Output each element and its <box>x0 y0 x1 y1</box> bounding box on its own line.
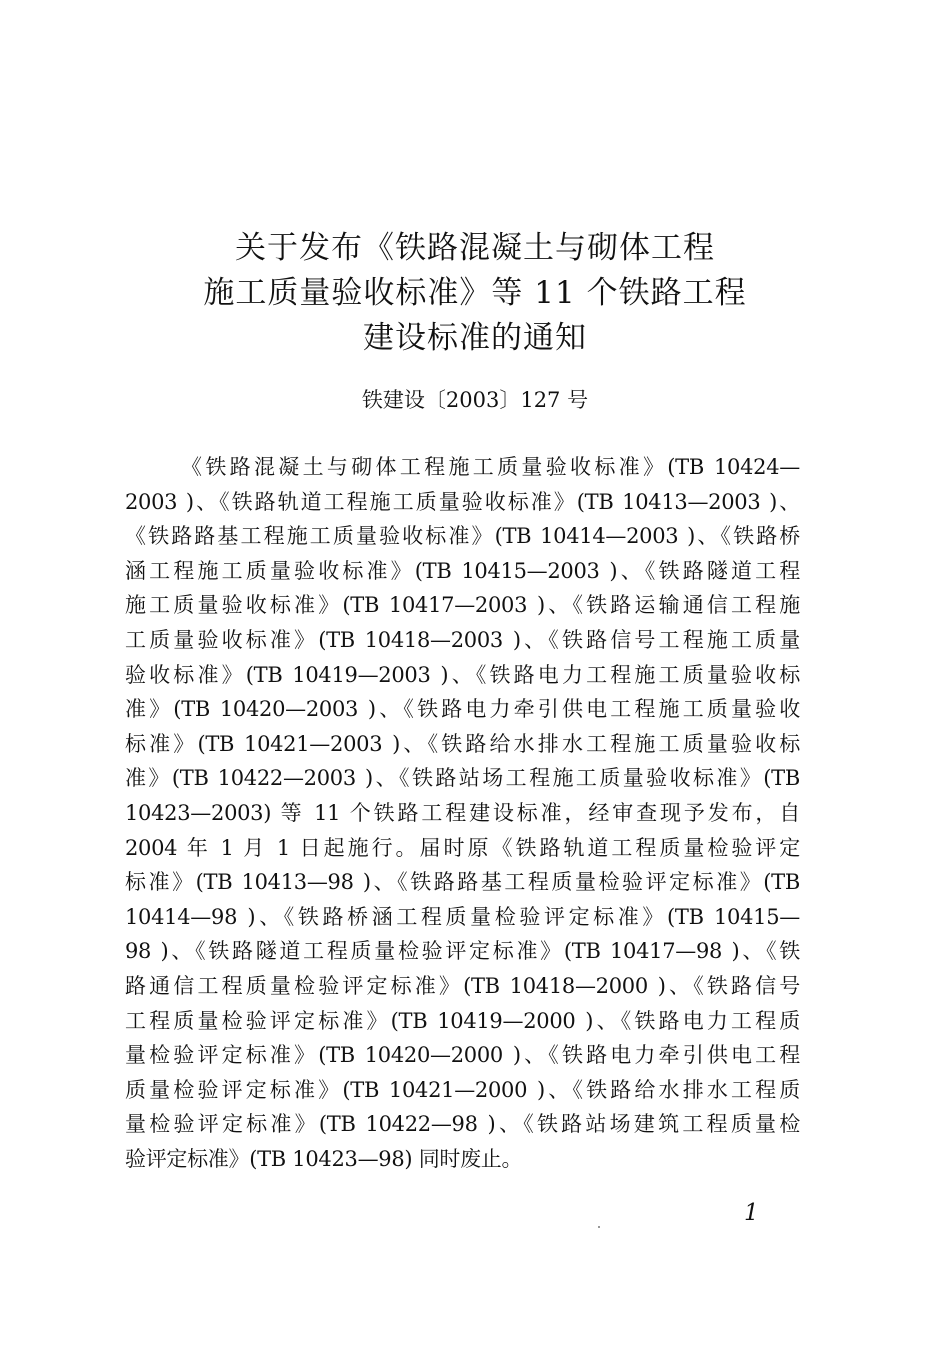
body-line: 量检验评定标准》(TB 10420—2000 )、《铁路电力牵引供电工程 <box>125 1043 800 1068</box>
body-line: 准》(TB 10420—2003 )、《铁路电力牵引供电工程施工质量验收 <box>125 697 800 722</box>
body-line: 准》(TB 10422—2003 )、《铁路站场工程施工质量验收标准》(TB <box>125 766 800 791</box>
body-line: 《铁路混凝土与砌体工程施工质量验收标准》(TB 10424— <box>181 455 800 479</box>
body-line: 98 )、《铁路隧道工程质量检验评定标准》(TB 10417—98 )、《铁 <box>125 939 800 964</box>
body-line: 工质量验收标准》(TB 10418—2003 )、《铁路信号工程施工质量 <box>125 627 800 652</box>
body-line: 2003 )、《铁路轨道工程施工质量验收标准》(TB 10413—2003 )、 <box>125 489 800 514</box>
title-line: 建设标准的通知 <box>363 320 587 356</box>
body-line: 标准》(TB 10413—98 )、《铁路路基工程质量检验评定标准》(TB <box>125 870 800 895</box>
body-line: 10423—2003) 等 11 个铁路工程建设标准，经审查现予发布，自 <box>125 800 800 825</box>
page-number: 1 <box>744 1200 759 1226</box>
body-line: 《铁路路基工程施工质量验收标准》(TB 10414—2003 )、《铁路桥 <box>125 524 800 549</box>
body-line: 涵工程施工质量验收标准》(TB 10415—2003 )、《铁路隧道工程 <box>125 558 800 583</box>
title-line: 关于发布《铁路混凝土与砌体工程 <box>235 230 715 266</box>
body-paragraph <box>125 450 800 1176</box>
body-line: 标准》(TB 10421—2003 )、《铁路给水排水工程施工质量验收标 <box>125 731 800 756</box>
body-line: 施工质量验收标准》(TB 10417—2003 )、《铁路运输通信工程施 <box>125 593 800 618</box>
body-line: 验收标准》(TB 10419—2003 )、《铁路电力工程施工质量验收标 <box>125 662 800 687</box>
body-line: 验评定标准》(TB 10423—98) 同时废止。 <box>125 1146 523 1171</box>
body-line: 路通信工程质量检验评定标准》(TB 10418—2000 )、《铁路信号 <box>125 973 800 998</box>
scan-speck <box>598 1226 600 1228</box>
body-line: 质量检验评定标准》(TB 10421—2000 )、《铁路给水排水工程质 <box>125 1077 800 1102</box>
body-line: 量检验评定标准》(TB 10422—98 )、《铁路站场建筑工程质量检 <box>125 1112 800 1137</box>
body-line: 工程质量检验评定标准》(TB 10419—2000 )、《铁路电力工程质 <box>125 1008 800 1033</box>
document-number: 铁建设〔2003〕127 号 <box>361 388 589 412</box>
body-line: 2004 年 1 月 1 日起施行。届时原《铁路轨道工程质量检验评定 <box>125 835 800 860</box>
body-line: 10414—98 )、《铁路桥涵工程质量检验评定标准》(TB 10415— <box>125 904 800 929</box>
notice-title <box>0 226 950 361</box>
title-line: 施工质量验收标准》等 11 个铁路工程 <box>203 275 747 311</box>
